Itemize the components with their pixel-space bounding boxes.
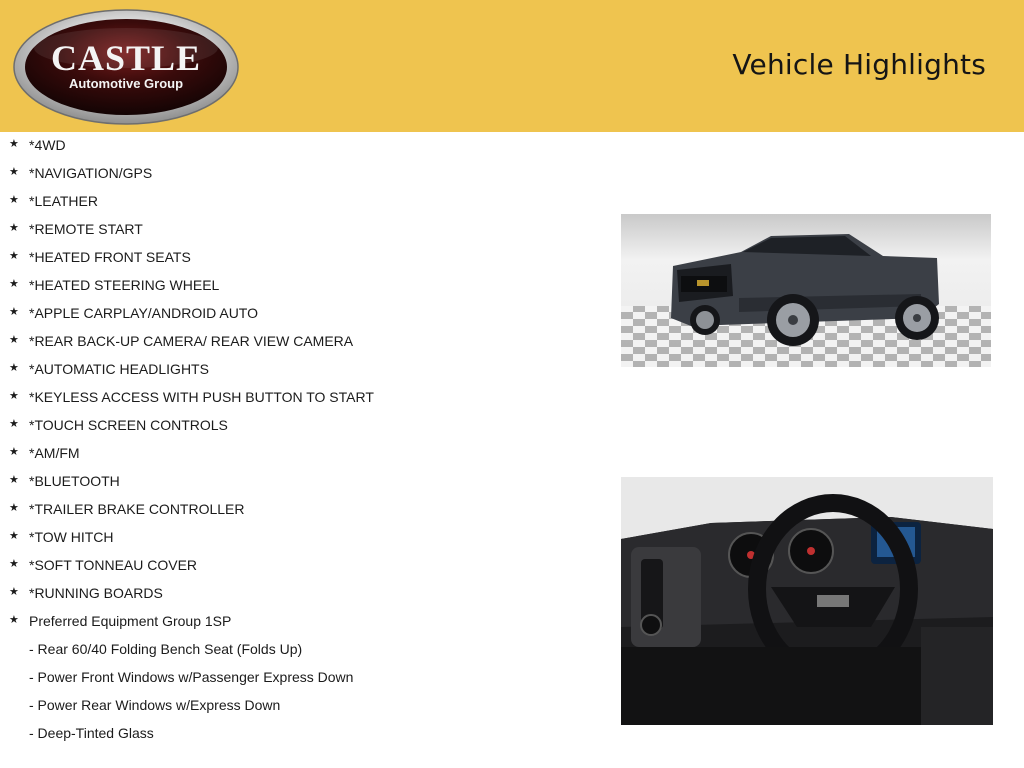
feature-item: [0, 635, 600, 663]
feature-item: [0, 551, 600, 579]
star-bullet-icon: ★: [9, 614, 19, 626]
star-bullet-icon: ★: [9, 586, 19, 598]
star-bullet-icon: ★: [9, 278, 19, 290]
feature-item: [0, 131, 600, 159]
truck-interior-photo: [621, 477, 993, 725]
feature-item: [0, 439, 600, 467]
feature-item: [0, 495, 600, 523]
star-bullet-icon: ★: [9, 362, 19, 374]
feature-item: [0, 215, 600, 243]
feature-label: *NAVIGATION/GPS: [29, 165, 153, 181]
feature-label: *REMOTE START: [29, 221, 143, 237]
truck-exterior-photo: [621, 214, 991, 367]
feature-label: *RUNNING BOARDS: [29, 585, 163, 601]
feature-label: Preferred Equipment Group 1SP: [29, 613, 232, 629]
feature-item: [0, 467, 600, 495]
feature-item: [0, 271, 600, 299]
star-bullet-icon: ★: [9, 418, 19, 430]
feature-label: *KEYLESS ACCESS WITH PUSH BUTTON TO START: [29, 389, 374, 405]
feature-item: [0, 327, 600, 355]
feature-label: *TRAILER BRAKE CONTROLLER: [29, 501, 245, 517]
feature-item: [0, 187, 600, 215]
feature-label: *AM/FM: [29, 445, 80, 461]
feature-item: [0, 691, 600, 719]
feature-list: [0, 131, 600, 747]
feature-label: *TOUCH SCREEN CONTROLS: [29, 417, 228, 433]
star-bullet-icon: ★: [9, 166, 19, 178]
feature-item: [0, 523, 600, 551]
svg-text:Automotive Group: Automotive Group: [68, 76, 184, 91]
feature-label: *TOW HITCH: [29, 529, 114, 545]
feature-item: [0, 607, 600, 635]
feature-item: [0, 243, 600, 271]
star-bullet-icon: ★: [9, 474, 19, 486]
feature-label: *HEATED FRONT SEATS: [29, 249, 191, 265]
feature-label: *REAR BACK-UP CAMERA/ REAR VIEW CAMERA: [29, 333, 354, 349]
star-bullet-icon: ★: [9, 334, 19, 346]
feature-label: *HEATED STEERING WHEEL: [29, 277, 220, 293]
star-bullet-icon: ★: [9, 250, 19, 262]
star-bullet-icon: ★: [9, 446, 19, 458]
feature-label: *4WD: [29, 137, 66, 153]
feature-item: [0, 411, 600, 439]
feature-label: *LEATHER: [29, 193, 98, 209]
star-bullet-icon: ★: [9, 194, 19, 206]
feature-label: - Power Rear Windows w/Express Down: [29, 697, 281, 713]
feature-item: [0, 663, 600, 691]
feature-item: [0, 383, 600, 411]
header-banner: [0, 0, 1024, 132]
star-bullet-icon: ★: [9, 306, 19, 318]
feature-item: [0, 355, 600, 383]
feature-label: - Rear 60/40 Folding Bench Seat (Folds Up): [29, 641, 303, 657]
star-bullet-icon: ★: [9, 558, 19, 570]
feature-label: *APPLE CARPLAY/ANDROID AUTO: [29, 305, 258, 321]
feature-label: - Deep-Tinted Glass: [29, 725, 154, 741]
star-bullet-icon: ★: [9, 390, 19, 402]
page-title: Vehicle Highlights: [732, 48, 986, 81]
feature-label: *BLUETOOTH: [29, 473, 120, 489]
feature-item: [0, 299, 600, 327]
feature-label: *SOFT TONNEAU COVER: [29, 557, 198, 573]
feature-label: - Power Front Windows w/Passenger Express Down: [29, 669, 354, 685]
star-bullet-icon: ★: [9, 502, 19, 514]
castle-logo: [12, 8, 240, 126]
feature-item: [0, 719, 600, 747]
feature-label: *AUTOMATIC HEADLIGHTS: [29, 361, 209, 377]
star-bullet-icon: ★: [9, 222, 19, 234]
star-bullet-icon: ★: [9, 530, 19, 542]
star-bullet-icon: ★: [9, 138, 19, 150]
feature-item: [0, 579, 600, 607]
feature-item: [0, 159, 600, 187]
svg-text:CASTLE: CASTLE: [50, 38, 202, 78]
